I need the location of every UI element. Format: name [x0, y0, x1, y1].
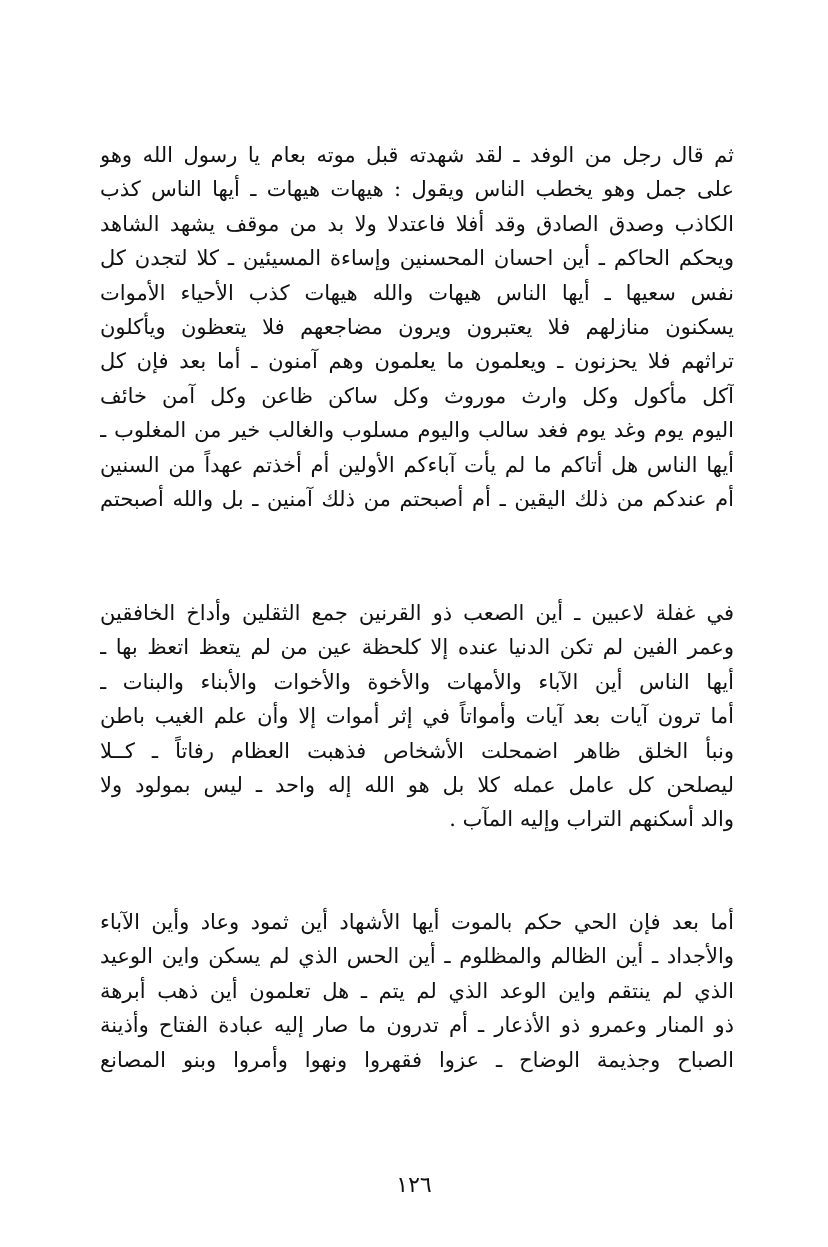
text-line: أما بعد فإن الحي حكم بالموت أيها الأشهاد أين ثمود وعاد وأين الآباء — [100, 910, 734, 934]
text-line: على جمل وهو يخطب الناس ويقول : هيهات هيهات ـ أيها الناس كذب — [100, 177, 734, 202]
page-number: ١٢٦ — [396, 1173, 432, 1198]
text-line: ليصلحن كل عامل عمله كلا بل هو الله إله واحد ـ ليس بمولود ولا — [100, 772, 734, 797]
text-line: اليوم يوم وغد يوم فغد سالب واليوم مسلوب والغالب خير من المغلوب ـ — [100, 418, 734, 443]
paragraph-3 — [100, 905, 734, 1077]
text-line: أيها الناس أين الآباء والأمهات والأخوة والأخوات والأبناء والبنات ـ — [100, 669, 734, 694]
text-line: في غفلة لاعبين ـ أين الصعب ذو القرنين جمع الثقلين وأداخ الخافقين — [100, 601, 734, 625]
text-line: ونبأ الخلق ظاهر اضمحلت الأشخاص فذهبت العظام رفاتاً ـ كــلا — [100, 738, 734, 763]
text-line: آكل مأكول وكل وارث موروث وكل ساكن ظاعن وكل آمن خائف — [100, 383, 734, 408]
text-line: الذي لم ينتقم واين الوعد الذي لم يتم ـ هل تعلمون أين ذهب أبرهة — [100, 978, 734, 1003]
paragraph-1 — [100, 138, 734, 516]
text-line: ويحكم الحاكم ـ أين احسان المحسنين وإساءة المسيئين ـ كلا لتجدن كل — [100, 246, 734, 271]
text-line: أم عندكم من ذلك اليقين ـ أم أصبحتم من ذلك آمنين ـ بل والله أصبحتم — [100, 486, 734, 511]
text-line: ذو المنار وعمرو ذو الأذعار ـ أم تدرون ما صار إليه عبادة الفتاح وأذينة — [100, 1013, 734, 1038]
text-line: أيها الناس هل أتاكم ما لم يأت آباءكم الأولين أم أخذتم عهداً من السنين — [100, 452, 734, 477]
paragraph-2 — [100, 596, 734, 837]
text-line: تراثهم فلا يحزنون ـ ويعلمون ما يعلمون وهم آمنون ـ أما بعد فإن كل — [100, 349, 734, 374]
text-line: والد أسكنهم التراب وإليه المآب . — [449, 807, 734, 832]
text-line: ثم قال رجل من الوفد ـ لقد شهدته قبل موته بعام يا رسول الله وهو — [100, 143, 734, 167]
text-line: الكاذب وصدق الصادق وقد أفلا فاعتدلا ولا بد من موقف يشهد الشاهد — [100, 211, 734, 236]
text-line: الصباح وجذيمة الوضاح ـ عزوا فقهروا ونهوا وأمروا وبنو المصانع — [100, 1047, 734, 1072]
text-line: نفس سعيها ـ أيها الناس هيهات والله هيهات كذب الأحياء الأموات — [100, 280, 734, 305]
text-line: يسكنون منازلهم فلا يعتبرون ويرون مضاجعهم فلا يتعظون ويأكلون — [100, 314, 734, 339]
text-line: وعمر الفين لم تكن الدنيا عنده إلا كلحظة عين من لم يتعظ اتعظ بها ـ — [100, 635, 734, 660]
text-line: أما ترون آيات بعد آيات وأمواتاً في إثر أموات إلا وأن علم الغيب باطن — [100, 704, 734, 729]
text-line: والأجداد ـ أين الظالم والمظلوم ـ أين الحس الذي لم يسكن واين الوعيد — [100, 944, 734, 969]
